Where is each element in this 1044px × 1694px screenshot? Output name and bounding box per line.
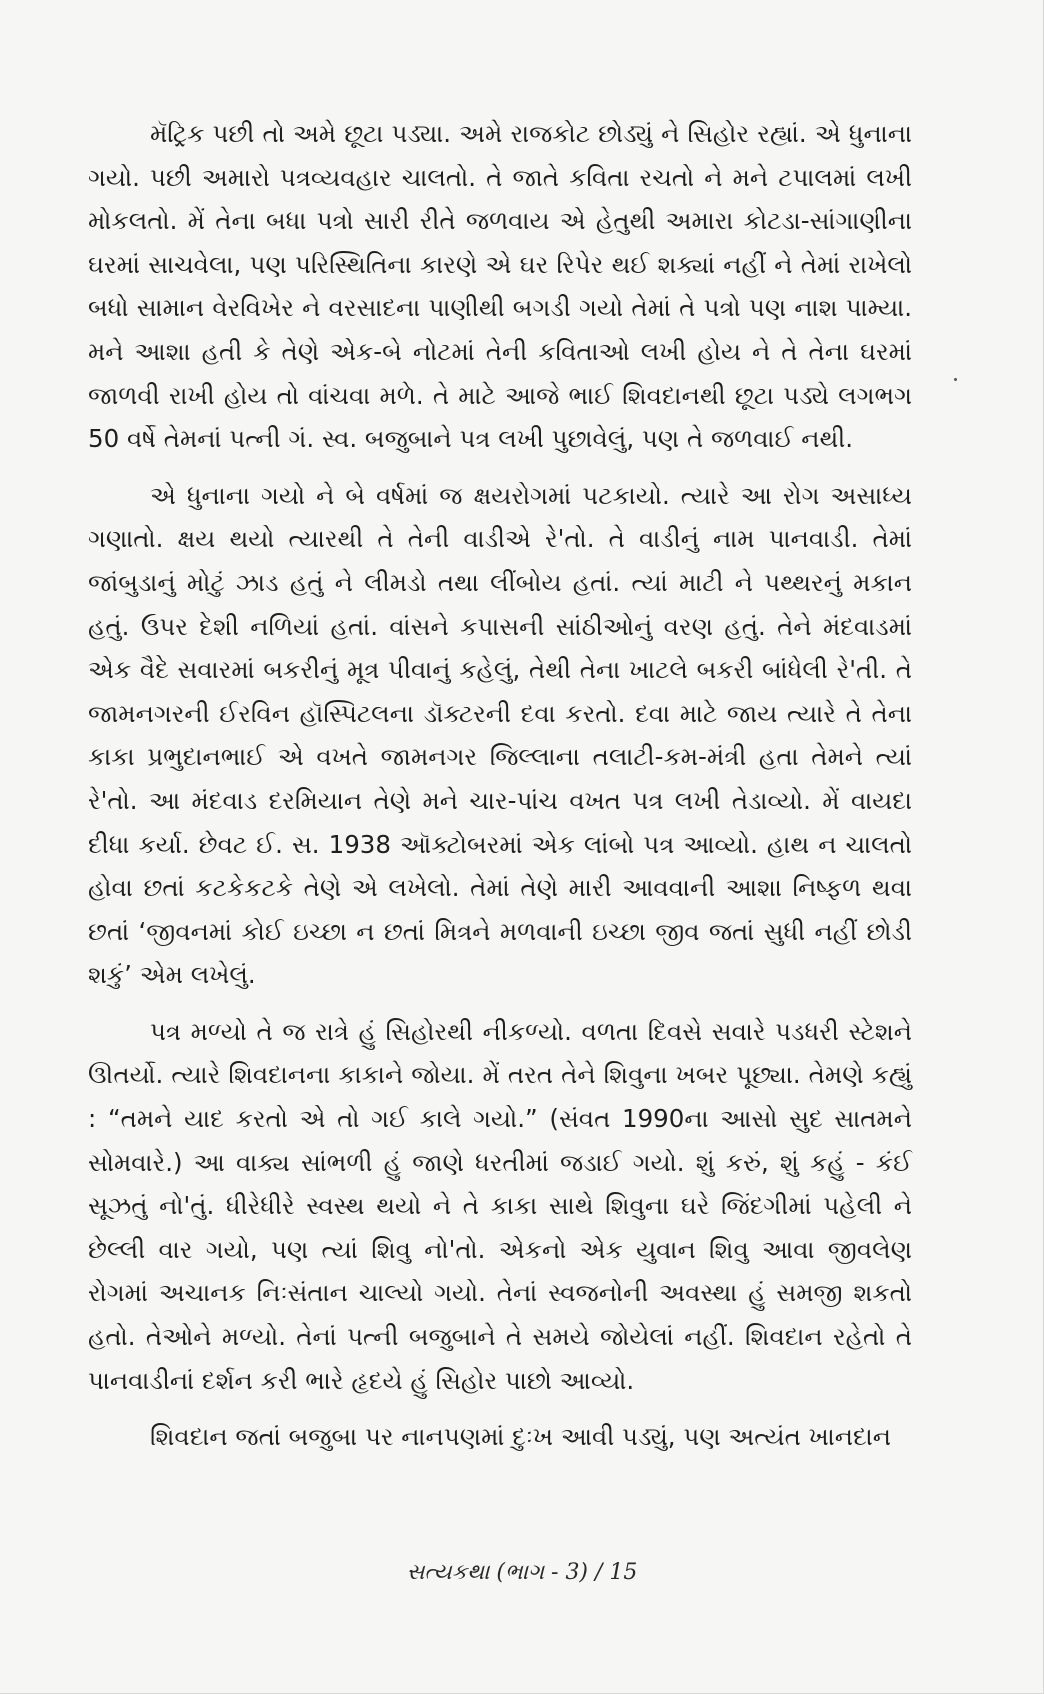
paragraph-4: શિવદાન જતાં બજુબા પર નાનપણમાં દુઃખ આવી પડ્યું, પણ અત્યંત ખાનદાન <box>150 1422 891 1452</box>
paragraph-1: મૅટ્રિક પછી તો અમે છૂટા પડ્યા. અમે રાજકોટ છોડ્યું ને સિહોર રહ્યાં. એ ધુનાના ગયો. પછી અમારો પત્રવ્યવહાર ચાલતો. તે જાતે કવિતા રચતો ને મને ટપાલમાં લખી મોકલતો. મેં તેના બધા પત્રો સારી રીતે જળવાય એ હેતુથી અમારા કોટડા-સાંગાણીના ઘરમાં સાચવેલા, પણ પરિસ્થિતિના કારણે એ ઘર રિપેર થઈ શક્યાં નહીં ને તેમાં રાખેલો બધો સામાન વેરવિખેર ને વરસાદના પાણીથી બગડી ગયો તેમાં તે પત્રો પણ નાશ પામ્યા. મને આશા હતી કે તેણે એક-બે નોટમાં તેની કવિતાઓ લખી હોય ને તે તેના ઘરમાં જાળવી રાખી હોય તો વાંચવા મળે. તે માટે આજે ભાઈ શિવદાનથી છૂટા પડ્યે લગભગ 50 વર્ષે તેમનાં પત્ની ગં. સ્વ. બજુબાને પત્ર લખી પુછાવેલું, પણ તે જળવાઈ નથી. <box>88 119 912 454</box>
paper-speck <box>954 378 957 381</box>
paragraph-2: એ ધુનાના ગયો ને બે વર્ષમાં જ ક્ષયરોગમાં પટકાયો. ત્યારે આ રોગ અસાધ્ય ગણાતો. ક્ષય થયો ત્યારથી તે તેની વાડીએ રે'તો. તે વાડીનું નામ પાનવાડી. તેમાં જાંબુડાનું મોટું ઝાડ હતું ને લીમડો તથા લીંબોય હતાં. ત્યાં માટી ને પથ્થરનું મકાન હતું. ઉપર દેશી નળિયાં હતાં. વાંસને કપાસની સાંઠીઓનું વરણ હતું. તેને મંદવાડમાં એક વૈદે સવારમાં બકરીનું મૂત્ર પીવાનું કહેલું, તેથી તેના ખાટલે બકરી બાંધેલી રે'તી. તે જામનગરની ઈરવિન હૉસ્પિટલના ડૉક્ટરની દવા કરતો. દવા માટે જાય ત્યારે તે તેના કાકા પ્રભુદાનભાઈ એ વખતે જામનગર જિલ્લાના તલાટી-કમ-મંત્રી હતા તેમને ત્યાં રે'તો. આ મંદવાડ દરમિયાન તેણે મને ચાર-પાંચ વખત પત્ર લખી તેડાવ્યો. મેં વાયદા દીધા કર્યા. છેવટ ઈ. સ. 1938 ઑક્ટોબરમાં એક લાંબો પત્ર આવ્યો. હાથ ન ચાલતો હોવા છતાં કટકેકટકે તેણે એ લખેલો. તેમાં તેણે મારી આવવાની આશા નિષ્ફળ થવા છતાં ‘જીવનમાં કોઈ ઇચ્છા ન છતાં મિત્રને મળવાની ઇચ્છા જીવ જતાં સુધી નહીં છોડી શકું’ એમ લખેલું. <box>88 480 912 990</box>
page-footer: સત્યકથા (ભાગ - 3) / 15 <box>406 1560 638 1585</box>
paragraph-3: પત્ર મળ્યો તે જ રાત્રે હું સિહોરથી નીકળ્યો. વળતા દિવસે સવારે પડધરી સ્ટેશને ઊતર્યો. ત્યારે શિવદાનના કાકાને જોયા. મેં તરત તેને શિવુના ખબર પૂછ્યા. તેમણે કહ્યું : “તમને યાદ કરતો એ તો ગઈ કાલે ગયો.” (સંવત 1990ના આસો સુદ સાતમને સોમવારે.) આ વાક્ય સાંભળી હું જાણે ધરતીમાં જડાઈ ગયો. શું કરું, શું કહું - કંઈ સૂઝતું નો'તું. ધીરેધીરે સ્વસ્થ થયો ને તે કાકા સાથે શિવુના ઘરે જિંદગીમાં પહેલી ને છેલ્લી વાર ગયો, પણ ત્યાં શિવુ નો'તો. એકનો એક યુવાન શિવુ આવા જીવલેણ રોગમાં અચાનક નિઃસંતાન ચાલ્યો ગયો. તેનાં સ્વજનોની અવસ્થા હું સમજી શકતો હતો. તેઓને મળ્યો. તેનાં પત્ની બજુબાને તે સમયે જોયેલાં નહીં. શિવદાન રહેતો તે પાનવાડીનાં દર્શન કરી ભારે હૃદયે હું સિહોર પાછો આવ્યો. <box>88 1016 912 1395</box>
body-text <box>88 112 912 1472</box>
